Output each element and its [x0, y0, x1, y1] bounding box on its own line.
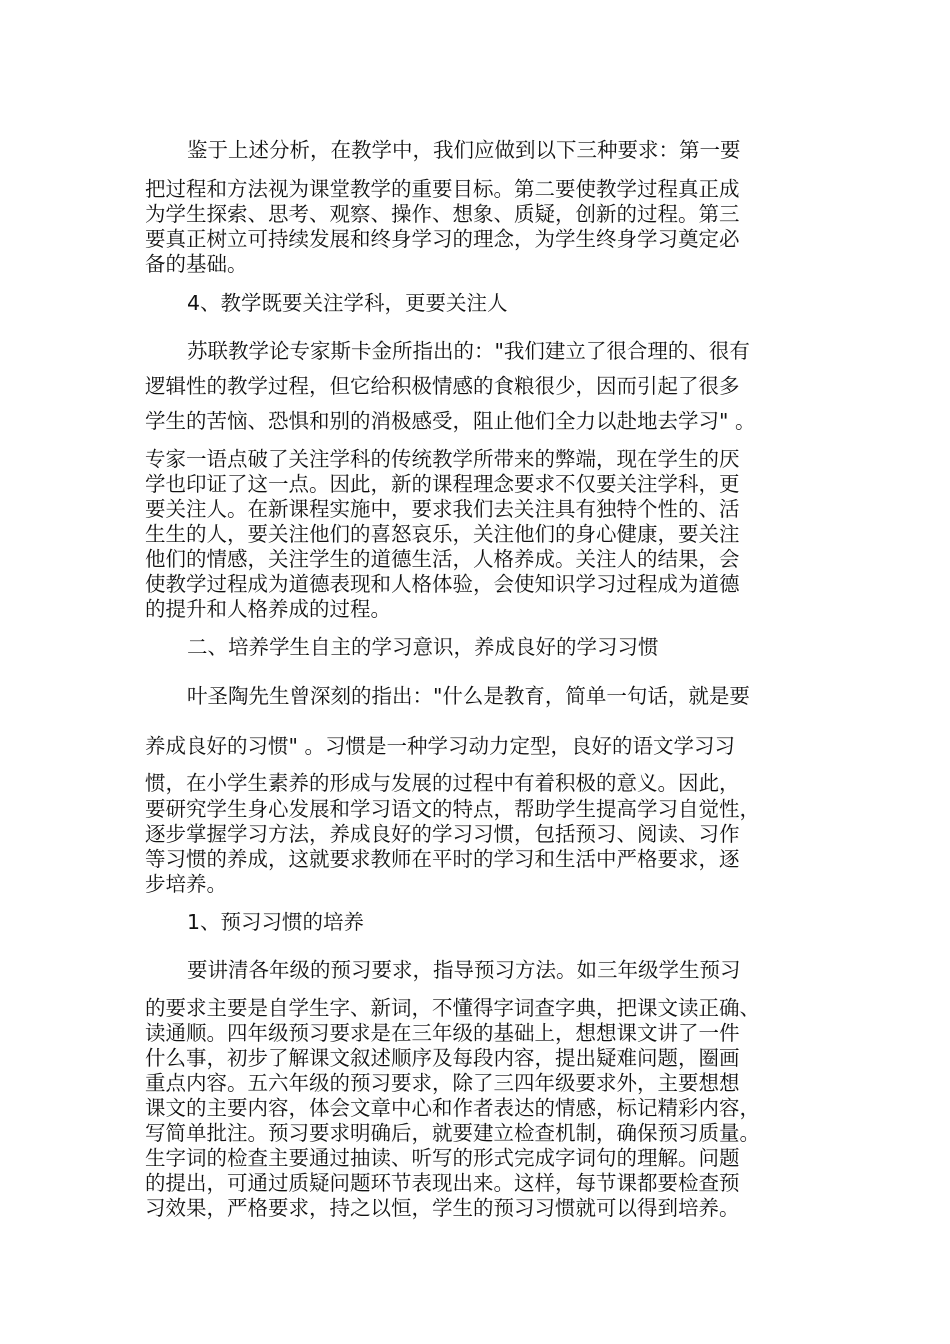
paragraph-line: 什么事，初步了解课文叙述顺序及每段内容，提出疑难问题，圈画 — [145, 1046, 740, 1070]
paragraph-line: 为学生探索、思考、观察、操作、想象、质疑，创新的过程。第三 — [145, 202, 740, 226]
paragraph-line: 逻辑性的教学过程，但它给积极情感的食粮很少，因而引起了很多 — [145, 374, 740, 398]
paragraph-line: 鉴于上述分析，在教学中，我们应做到以下三种要求：第一要 — [187, 138, 741, 162]
paragraph-line: 生生的人，要关注他们的喜怒哀乐，关注他们的身心健康，要关注 — [145, 522, 740, 546]
section-heading: 1、预习习惯的培养 — [187, 910, 365, 934]
paragraph-line: 专家一语点破了关注学科的传统教学所带来的弊端，现在学生的厌 — [145, 447, 740, 471]
paragraph-line: 重点内容。五六年级的预习要求，除了三四年级要求外，主要想想 — [145, 1071, 740, 1095]
paragraph-line: 叶圣陶先生曾深刻的指出："什么是教育，简单一句话，就是要 — [187, 684, 750, 708]
paragraph-line: 学生的苦恼、恐惧和别的消极感受，阻止他们全力以赴地去学习" 。 — [145, 409, 756, 433]
paragraph-line: 苏联教学论专家斯卡金所指出的："我们建立了很合理的、很有 — [187, 339, 750, 363]
paragraph-line: 写简单批注。预习要求明确后，就要建立检查机制，确保预习质量。 — [145, 1121, 760, 1145]
paragraph-line: 要关注人。在新课程实施中，要求我们去关注具有独特个性的、活 — [145, 497, 740, 521]
paragraph-line: 读通顺。四年级预习要求是在三年级的基础上，想想课文讲了一件 — [145, 1021, 740, 1045]
paragraph-line: 课文的主要内容，体会文章中心和作者表达的情感，标记精彩内容， — [145, 1096, 760, 1120]
paragraph-line: 要真正树立可持续发展和终身学习的理念，为学生终身学习奠定必 — [145, 227, 740, 251]
paragraph-line: 的提升和人格养成的过程。 — [145, 597, 391, 621]
paragraph-line: 逐步掌握学习方法，养成良好的学习习惯，包括预习、阅读、习作 — [145, 822, 740, 846]
paragraph-line: 习效果，严格要求，持之以恒，学生的预习习惯就可以得到培养。 — [145, 1196, 740, 1220]
paragraph-line: 的要求主要是自学生字、新词，不懂得字词查字典，把课文读正确、 — [145, 996, 760, 1020]
paragraph-line: 学也印证了这一点。因此，新的课程理念要求不仅要关注学科，更 — [145, 472, 740, 496]
paragraph-line: 使教学过程成为道德表现和人格体验，会使知识学习过程成为道德 — [145, 572, 740, 596]
paragraph-line: 的提出，可通过质疑问题环节表现出来。这样，每节课都要检查预 — [145, 1171, 740, 1195]
paragraph-line: 步培养。 — [145, 872, 227, 896]
paragraph-line: 等习惯的养成，这就要求教师在平时的学习和生活中严格要求，逐 — [145, 847, 740, 871]
paragraph-line: 惯，在小学生素养的形成与发展的过程中有着积极的意义。因此， — [145, 771, 740, 795]
paragraph-line: 把过程和方法视为课堂教学的重要目标。第二要使教学过程真正成 — [145, 177, 740, 201]
paragraph-line: 要讲清各年级的预习要求，指导预习方法。如三年级学生预习 — [187, 958, 741, 982]
paragraph-line: 生字词的检查主要通过抽读、听写的形式完成字词句的理解。问题 — [145, 1146, 740, 1170]
section-heading: 二、培养学生自主的学习意识，养成良好的学习习惯 — [187, 635, 659, 659]
paragraph-line: 备的基础。 — [145, 252, 248, 276]
section-heading: 4、教学既要关注学科，更要关注人 — [187, 291, 508, 315]
paragraph-line: 养成良好的习惯" 。习惯是一种学习动力定型，良好的语文学习习 — [145, 734, 735, 758]
paragraph-line: 他们的情感，关注学生的道德生活，人格养成。关注人的结果，会 — [145, 547, 740, 571]
paragraph-line: 要研究学生身心发展和学习语文的特点，帮助学生提高学习自觉性， — [145, 797, 760, 821]
